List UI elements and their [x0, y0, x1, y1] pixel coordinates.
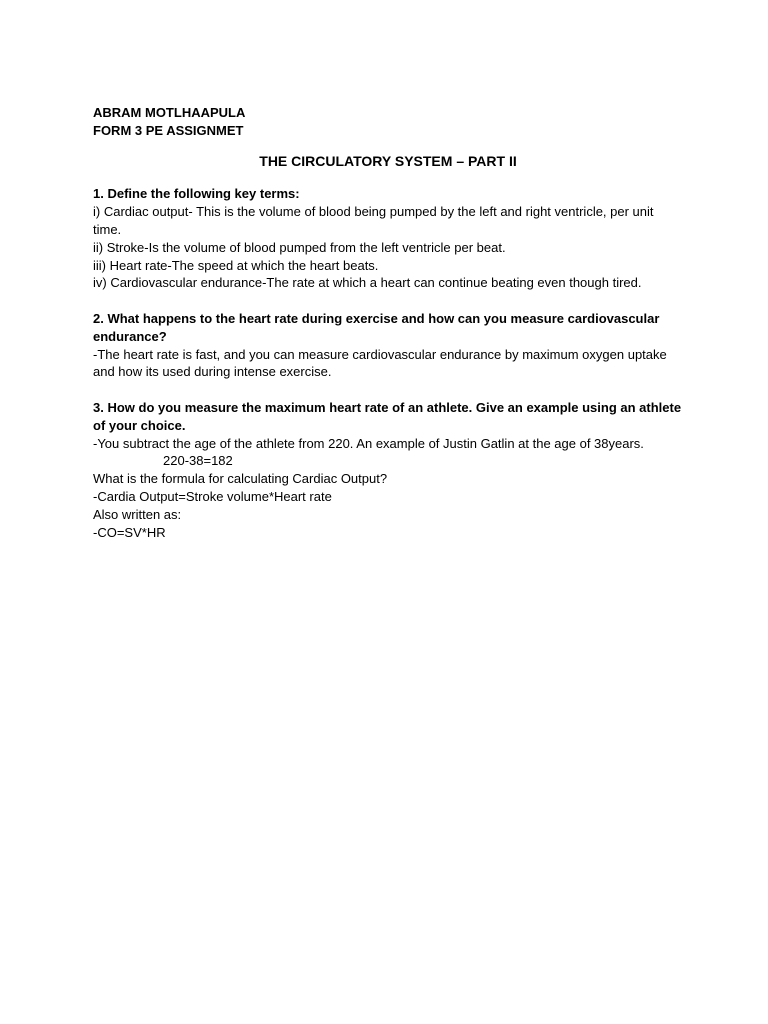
- question-3-section: [93, 399, 683, 541]
- document-header: [93, 104, 683, 140]
- document-content: [93, 104, 683, 541]
- also-written-label: Also written as:: [93, 506, 182, 522]
- question-1: 1. Define the following key terms:: [93, 186, 300, 202]
- document-title: THE CIRCULATORY SYSTEM – PART II: [259, 152, 517, 169]
- answer-2: -The heart rate is fast, and you can measure cardiovascular endurance by maximum oxygen uptake and how its used during intense exercise.: [93, 346, 671, 380]
- spacer: [93, 292, 683, 310]
- formula-answer: -Cardia Output=Stroke volume*Heart rate: [93, 488, 332, 504]
- question-2: 2. What happens to the heart rate during exercise and how can you measure cardiovascular endurance?: [93, 310, 664, 344]
- answer-1-ii: ii) Stroke-Is the volume of blood pumped from the left ventricle per beat.: [93, 239, 506, 255]
- answer-1-iii: iii) Heart rate-The speed at which the heart beats.: [93, 257, 379, 273]
- answer-1-i: i) Cardiac output- This is the volume of blood being pumped by the left and right ventricle, per unit time.: [93, 204, 658, 237]
- question-1-section: [93, 185, 683, 292]
- calculation: 220-38=182: [163, 453, 233, 469]
- answer-3: -You subtract the age of the athlete from 220. An example of Justin Gatlin at the age of 38years.: [93, 435, 644, 451]
- author-name: ABRAM MOTLHAAPULA: [93, 105, 246, 120]
- short-formula: -CO=SV*HR: [93, 524, 166, 540]
- question-3: 3. How do you measure the maximum heart rate of an athlete. Give an example using an athlete of your choice.: [93, 399, 685, 433]
- question-2-section: [93, 310, 683, 381]
- answer-1-iv: iv) Cardiovascular endurance-The rate at which a heart can continue beating even though tired.: [93, 275, 642, 291]
- assignment-label: FORM 3 PE ASSIGNMET: [93, 122, 244, 138]
- formula-question: What is the formula for calculating Cardiac Output?: [93, 471, 388, 487]
- spacer: [93, 381, 683, 399]
